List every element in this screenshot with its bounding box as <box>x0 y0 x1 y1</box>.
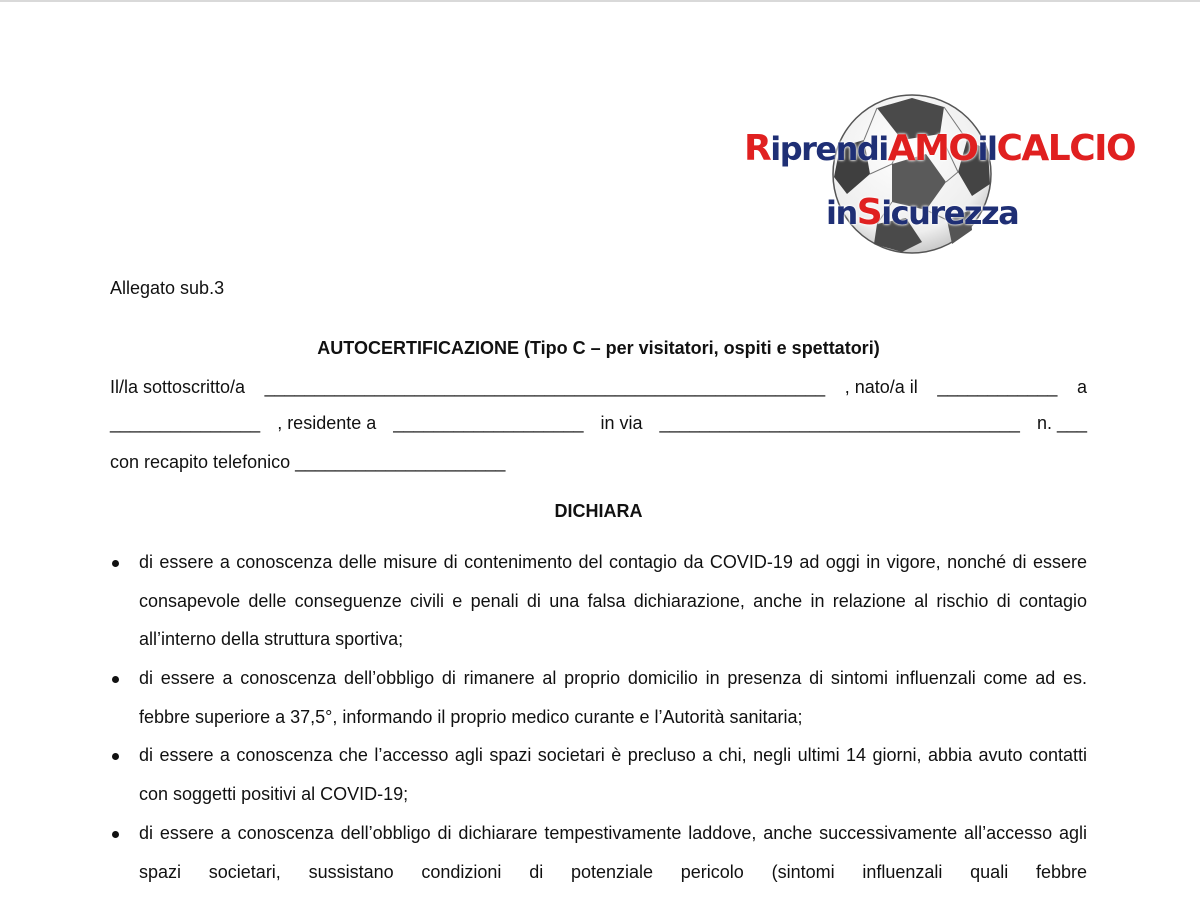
logo-line-1 <box>744 128 1135 169</box>
logo-word-amo: AMO <box>887 128 978 169</box>
bullet-icon <box>112 560 119 567</box>
document-title: AUTOCERTIFICAZIONE (Tipo C – per visitatori, ospiti e spettatori) <box>317 338 880 358</box>
phone-field-blank[interactable]: _____________________ <box>295 452 506 472</box>
logo-word-calcio: CALCIO <box>996 128 1136 169</box>
logo-word-iprendi: iprendi <box>770 130 888 168</box>
logo-letter-r: R <box>744 128 771 169</box>
form-line-phone <box>110 443 1087 482</box>
name-label: Il/la sottoscritto/a <box>110 377 246 397</box>
residence-label: , residente a <box>277 413 377 433</box>
birth-date-label: , nato/a il <box>844 377 918 397</box>
declaration-item-text: di essere a conoscenza dell’obbligo di dichiarare tempestivamente laddove, anche successivamente all’accesso agli spazi societari, sussistano condizioni di potenziale pericolo (sintomi influenzali quali febbre <box>139 823 1087 882</box>
page-top-border <box>0 0 1200 2</box>
bullet-icon <box>112 753 119 760</box>
declaration-item-text: di essere a conoscenza che l’accesso agli spazi societari è precluso a chi, negli ultimi 14 giorni, abbia avuto contatti con soggetti positivi al COVID-19; <box>139 745 1087 804</box>
logo <box>740 92 1136 257</box>
logo-word-il: il <box>977 130 997 168</box>
bullet-icon <box>112 676 119 683</box>
logo-line-2 <box>826 192 1018 233</box>
form-line-name <box>110 368 1087 407</box>
attachment-label: Allegato sub.3 <box>110 278 225 298</box>
logo-letter-s: S <box>856 192 882 233</box>
form-line-residence <box>110 404 1087 443</box>
declaration-heading: DICHIARA <box>554 501 643 521</box>
street-label: in via <box>600 413 643 433</box>
birth-date-field-blank[interactable]: ____________ <box>937 377 1058 397</box>
street-field-blank[interactable]: ____________________________________ <box>659 413 1020 433</box>
residence-field-blank[interactable]: ___________________ <box>393 413 584 433</box>
logo-word-in: in <box>826 194 857 232</box>
birthplace-field-blank[interactable]: _______________ <box>110 413 261 433</box>
declaration-item-text: di essere a conoscenza delle misure di contenimento del contagio da COVID-19 ad oggi in vigore, nonché di essere consapevole delle conseguenze civili e penali di una falsa dichiarazione, anche in relazione al rischio di contagio all’interno della struttura sportiva; <box>139 552 1087 649</box>
declaration-item-text: di essere a conoscenza dell’obbligo di rimanere al proprio domicilio in presenza di sintomi influenzali come ad es. febbre superiore a 37,5°, informando il proprio medico curante e l’Autorità sanitaria; <box>139 668 1087 727</box>
birthplace-label: a <box>1076 377 1087 397</box>
bullet-icon <box>112 831 119 838</box>
phone-label: con recapito telefonico <box>110 452 291 472</box>
house-number-field[interactable]: n. ___ <box>1036 413 1087 433</box>
logo-word-icurezza: icurezza <box>881 194 1019 232</box>
name-field-blank[interactable]: ________________________________________________________ <box>264 377 826 397</box>
